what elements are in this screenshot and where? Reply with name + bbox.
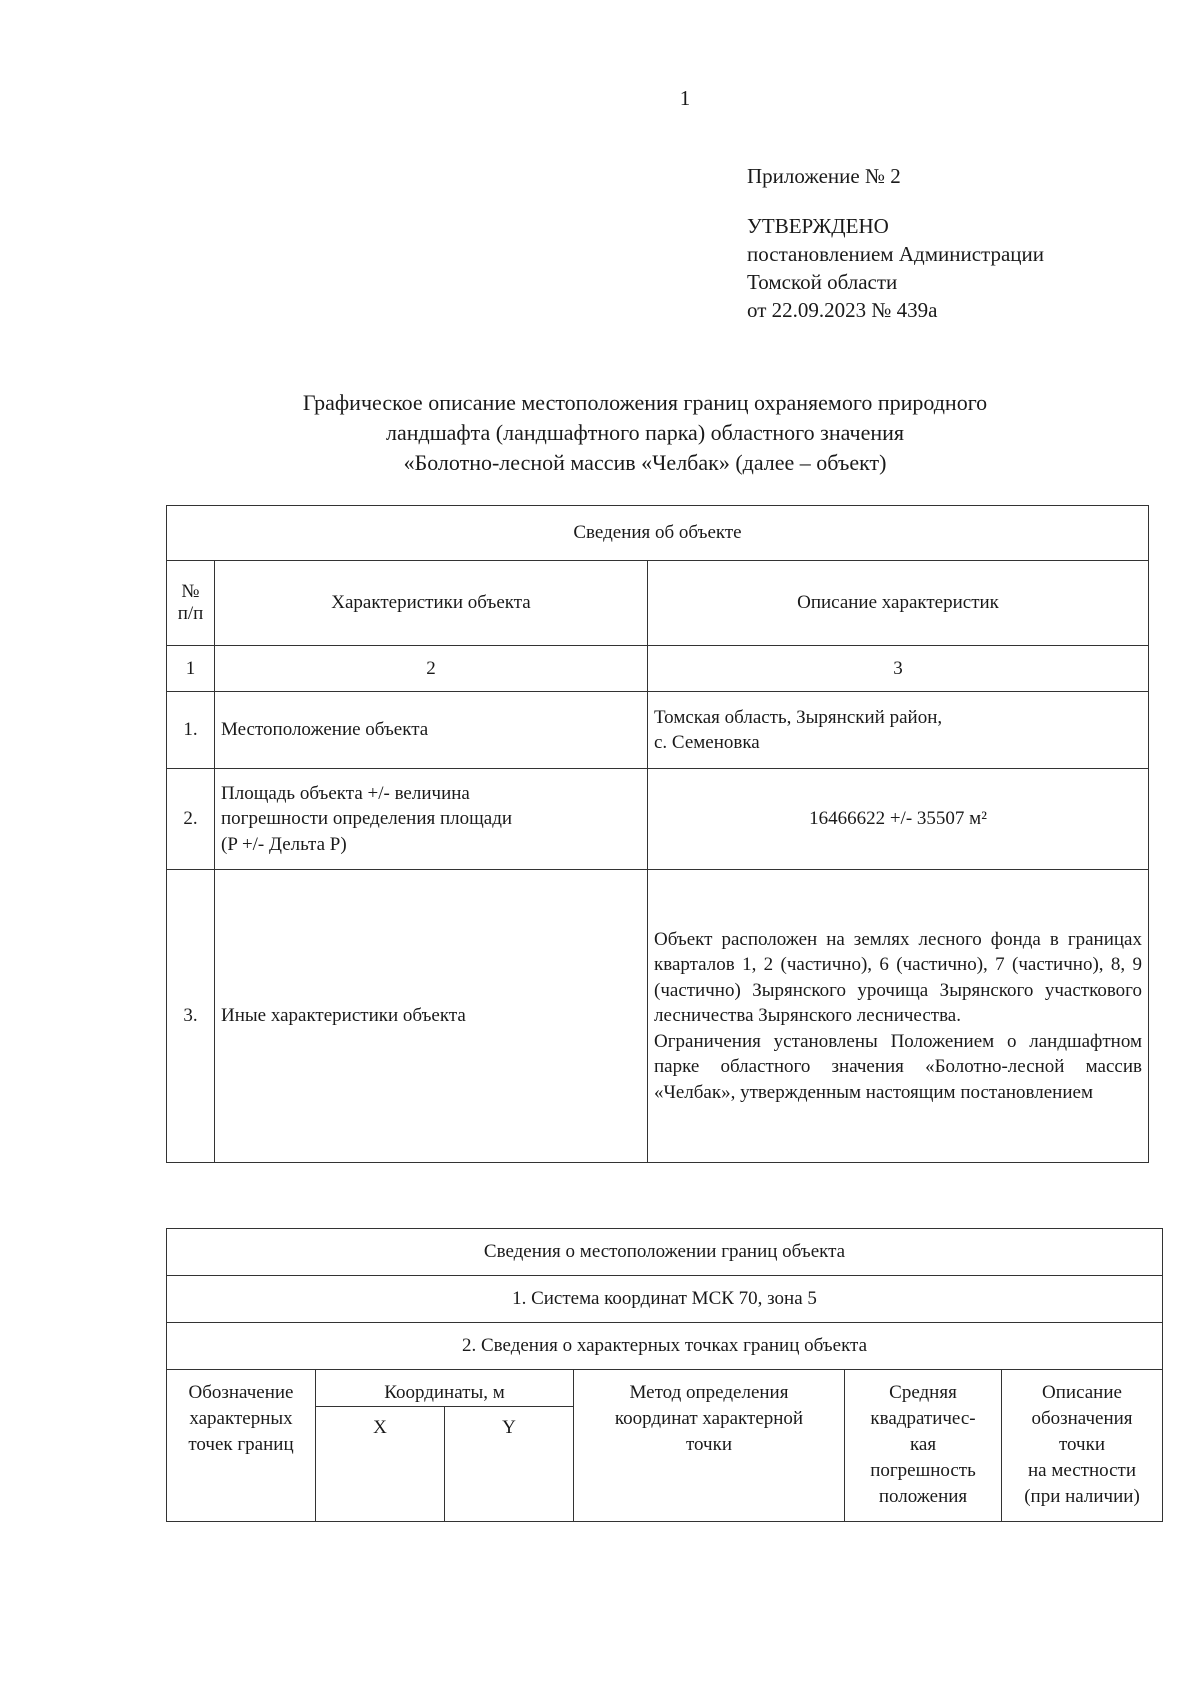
header-error: Средняя квадратичес- кая погрешность положения bbox=[845, 1370, 1002, 1522]
row-characteristic: Местоположение объекта bbox=[215, 692, 648, 769]
header-characteristics: Характеристики объекта bbox=[215, 561, 648, 646]
row-num: 1. bbox=[167, 692, 215, 769]
title-line-3: «Болотно-лесной массив «Челбак» (далее – объект) bbox=[403, 450, 887, 475]
header-num: № п/п bbox=[167, 561, 215, 646]
approval-line-1: постановлением Администрации bbox=[747, 242, 1044, 266]
points-caption: 2. Сведения о характерных точках границ объекта bbox=[167, 1323, 1163, 1370]
row-num: 2. bbox=[167, 769, 215, 870]
header-coordinates: Координаты, м bbox=[316, 1370, 574, 1407]
header-point-description: Описание обозначения точки на местности (при наличии) bbox=[1002, 1370, 1163, 1522]
col-number-2: 2 bbox=[215, 646, 648, 692]
object-info-table bbox=[166, 505, 1149, 1163]
row-description: Объект расположен на землях лесного фонда в границах кварталов 1, 2 (частично), 6 (частично), 7 (частично), 8, 9 (частично) Зырянского урочища Зырянского участкового лесничества Зырянского лесничества. Ограничения установлены Положением о ландшафтном парке областного значения «Болотно-лесной массив «Челбак», утвержденным настоящим постановлением bbox=[648, 870, 1149, 1163]
row-description: Томская область, Зырянский район, с. Семеновка bbox=[648, 692, 1149, 769]
row-num: 3. bbox=[167, 870, 215, 1163]
header-y: Y bbox=[445, 1407, 574, 1522]
table-row bbox=[167, 870, 1149, 1163]
approval-block bbox=[747, 162, 1044, 324]
table-row bbox=[167, 692, 1149, 769]
row-description: 16466622 +/- 35507 м² bbox=[648, 769, 1149, 870]
col-number-1: 1 bbox=[167, 646, 215, 692]
page-number: 1 bbox=[679, 86, 691, 110]
header-designation: Обозначение характерных точек границ bbox=[167, 1370, 316, 1522]
appendix-label: Приложение № 2 bbox=[747, 164, 901, 188]
location-table bbox=[166, 1228, 1163, 1522]
col-number-3: 3 bbox=[648, 646, 1149, 692]
approval-date: от 22.09.2023 № 439а bbox=[747, 298, 938, 322]
header-method: Метод определения координат характерной точки bbox=[574, 1370, 845, 1522]
title-line-2: ландшафта (ландшафтного парка) областного значения bbox=[385, 420, 905, 445]
row-characteristic: Иные характеристики объекта bbox=[215, 870, 648, 1163]
table-row bbox=[167, 769, 1149, 870]
approval-line-2: Томской области bbox=[747, 270, 898, 294]
document-title bbox=[0, 388, 1200, 478]
location-table-caption: Сведения о местоположении границ объекта bbox=[167, 1229, 1163, 1276]
header-x: X bbox=[316, 1407, 445, 1522]
info-table-caption: Сведения об объекте bbox=[167, 506, 1149, 561]
header-description: Описание характеристик bbox=[648, 561, 1149, 646]
row-characteristic: Площадь объекта +/- величина погрешности определения площади (P +/- Дельта P) bbox=[215, 769, 648, 870]
approved-label: УТВЕРЖДЕНО bbox=[747, 214, 889, 238]
coord-system: 1. Система координат МСК 70, зона 5 bbox=[167, 1276, 1163, 1323]
title-line-1: Графическое описание местоположения границ охраняемого природного bbox=[302, 390, 988, 415]
